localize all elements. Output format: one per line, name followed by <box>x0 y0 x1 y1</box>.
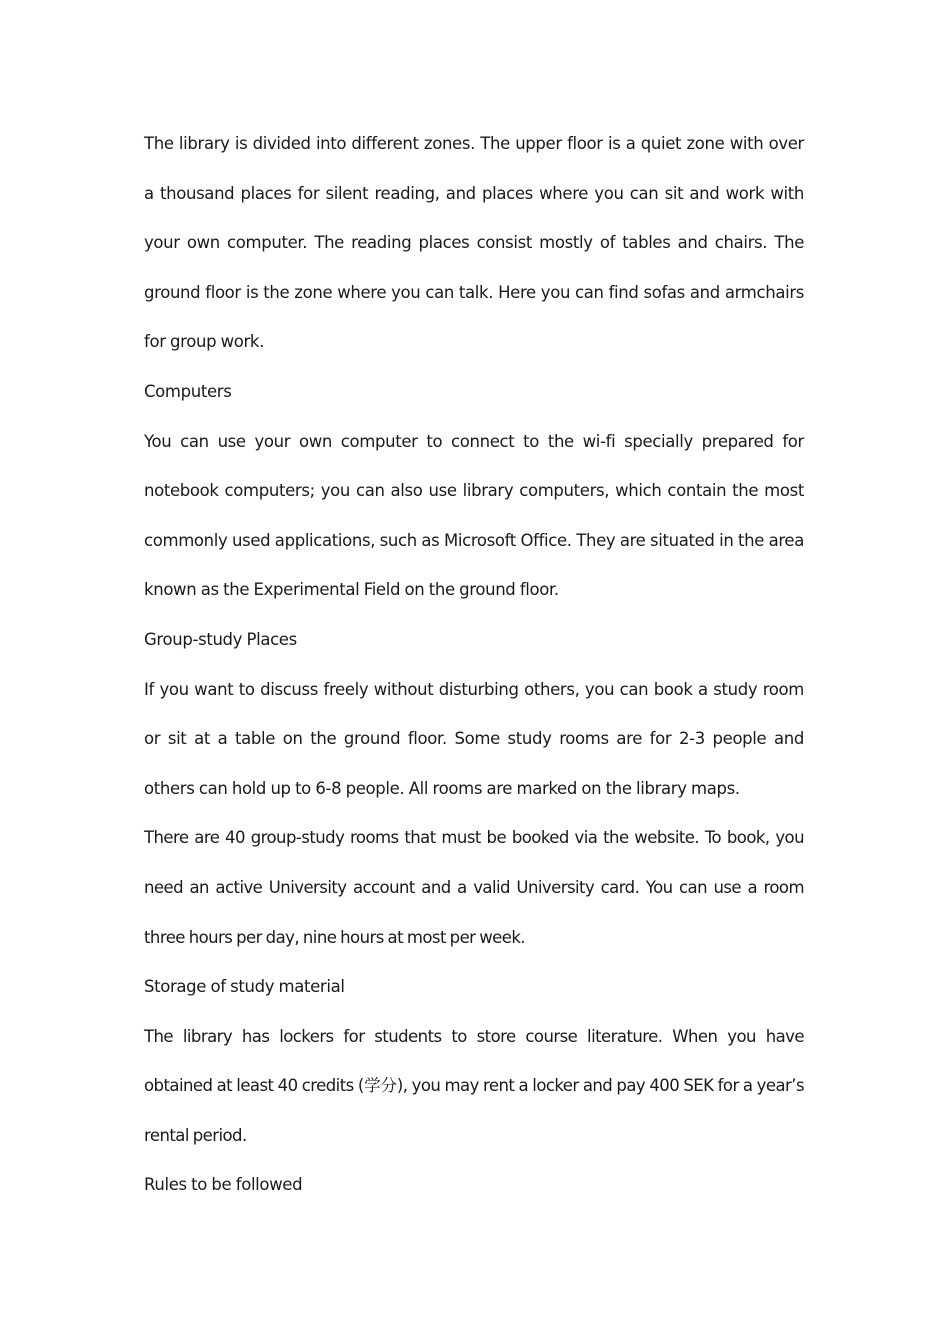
document-body <box>144 119 804 1210</box>
paragraph-zones: The library is divided into different zones. The upper floor is a quiet zone with over a thousand places for silent reading, and places where you can sit and work with your own computer. The reading places consist mostly of tables and chairs. The ground floor is the zone where you can talk. Here you can find sofas and armchairs for group work. <box>144 134 804 352</box>
paragraph-group-study-rooms: There are 40 group-study rooms that must be booked via the website. To book, you need an active University account and a valid University card. You can use a room three hours per day, nine hours at most per week. <box>144 828 804 947</box>
paragraph-storage: The library has lockers for students to store course literature. When you have obtained at least 40 credits (学分), you may rent a locker and pay 400 SEK for a year’s rental period. <box>144 1026 804 1145</box>
heading-storage: Storage of study material <box>144 977 345 997</box>
heading-computers: Computers <box>144 381 232 401</box>
heading-rules: Rules to be followed <box>144 1175 303 1195</box>
paragraph-group-study: If you want to discuss freely without disturbing others, you can book a study room or sit at a table on the ground floor. Some study rooms are for 2-3 people and others can hold up to 6-8 people. All rooms are marked on the library maps. <box>144 679 804 798</box>
paragraph-computers: You can use your own computer to connect to the wi-fi specially prepared for notebook computers; you can also use library computers, which contain the most commonly used applications, such as Microsoft Office. They are situated in the area known as the Experimental Field on the ground floor. <box>144 431 804 600</box>
heading-group-study-places: Group-study Places <box>144 629 297 649</box>
